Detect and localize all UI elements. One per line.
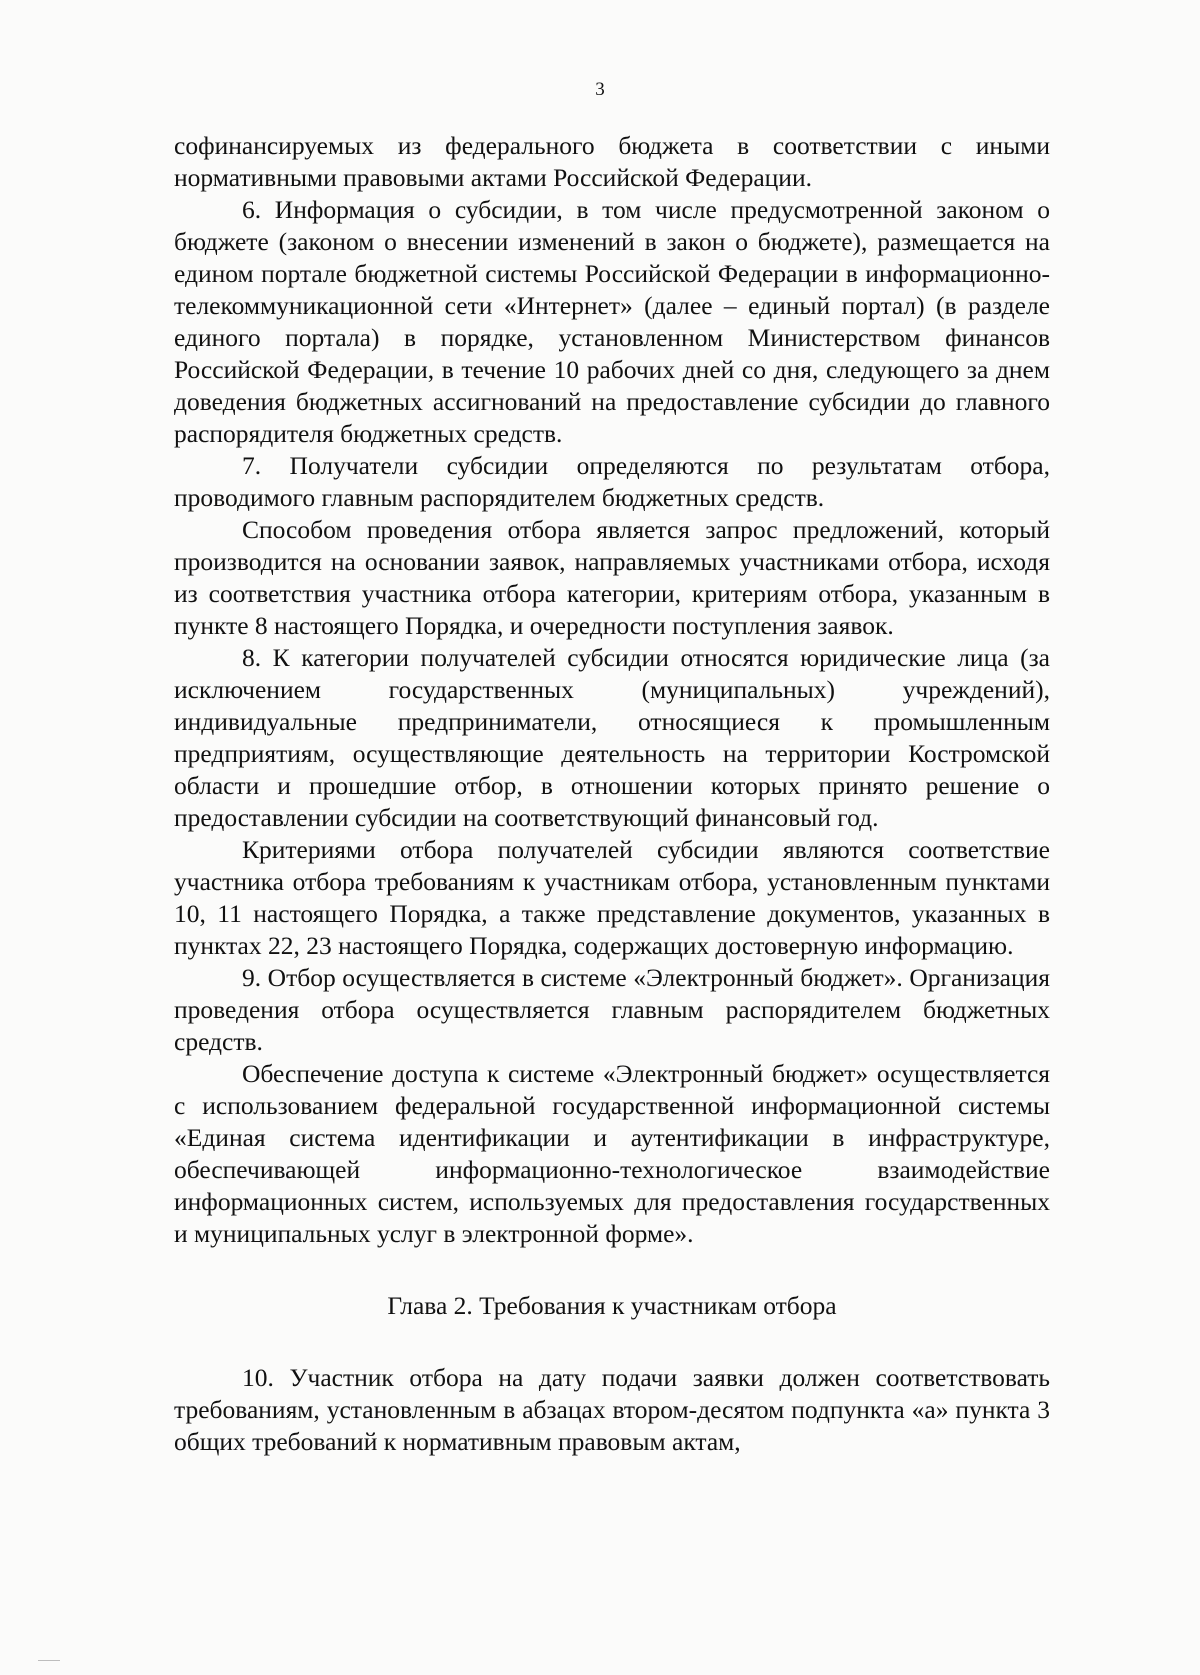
paragraph-selection-method: Способом проведения отбора является запрос предложений, который производится на основании заявок, направляемых участниками отбора, исходя из соответствия участника отбора категории, критериям отбора, указанным в пункте 8 настоящего Порядка, и очередности поступления заявок. <box>174 515 1050 640</box>
paragraph-item-10: 10. Участник отбора на дату подачи заявки должен соответствовать требованиям, установленным в абзацах втором-десятом подпункта «а» пункта 3 общих требований к нормативным правовым актам, <box>174 1363 1050 1456</box>
paragraph-continuation: софинансируемых из федерального бюджета в соответствии с иными нормативными правовыми актами Российской Федерации. <box>174 131 1050 192</box>
chapter-heading: Глава 2. Требования к участникам отбора <box>387 1291 837 1320</box>
page-number: 3 <box>595 79 605 100</box>
paragraph-item-6: 6. Информация о субсидии, в том числе предусмотренной законом о бюджете (законом о внесении изменений в закон о бюджете), размещается на едином портале бюджетной системы Российской Федерации в информационно-телекоммуникационной сети «Интернет» (далее – единый портал) (в разделе единого портала) в порядке, установленном Министерством финансов Российской Федерации, в течение 10 рабочих дней со дня, следующего за днем доведения бюджетных ассигнований на предоставление субсидии до главного распорядителя бюджетных средств. <box>174 195 1050 448</box>
scan-artifact-mark <box>38 1660 60 1661</box>
paragraph-selection-criteria: Критериями отбора получателей субсидии являются соответствие участника отбора требованиям к участникам отбора, установленным пунктами 10, 11 настоящего Порядка, а также представление документов, указанных в пунктах 22, 23 настоящего Порядка, содержащих достоверную информацию. <box>174 835 1050 960</box>
paragraph-item-8: 8. К категории получателей субсидии относятся юридические лица (за исключением государственных (муниципальных) учреждений), индивидуальные предприниматели, относящиеся к промышленным предприятиям, осуществляющие деятельность на территории Костромской области и прошедшие отбор, в отношении которых принято решение о предоставлении субсидии на соответствующий финансовый год. <box>174 643 1050 832</box>
paragraph-system-access: Обеспечение доступа к системе «Электронный бюджет» осуществляется с использованием федеральной государственной информационной системы «Единая система идентификации и аутентификации в инфраструктуре, обеспечивающей информационно-технологическое взаимодействие информационных систем, используемых для предоставления государственных и муниципальных услуг в электронной форме». <box>174 1059 1050 1248</box>
paragraph-item-7: 7. Получатели субсидии определяются по результатам отбора, проводимого главным распорядителем бюджетных средств. <box>174 451 1050 512</box>
paragraph-item-9: 9. Отбор осуществляется в системе «Электронный бюджет». Организация проведения отбора осуществляется главным распорядителем бюджетных средств. <box>174 963 1050 1056</box>
document-body <box>174 130 1050 1458</box>
